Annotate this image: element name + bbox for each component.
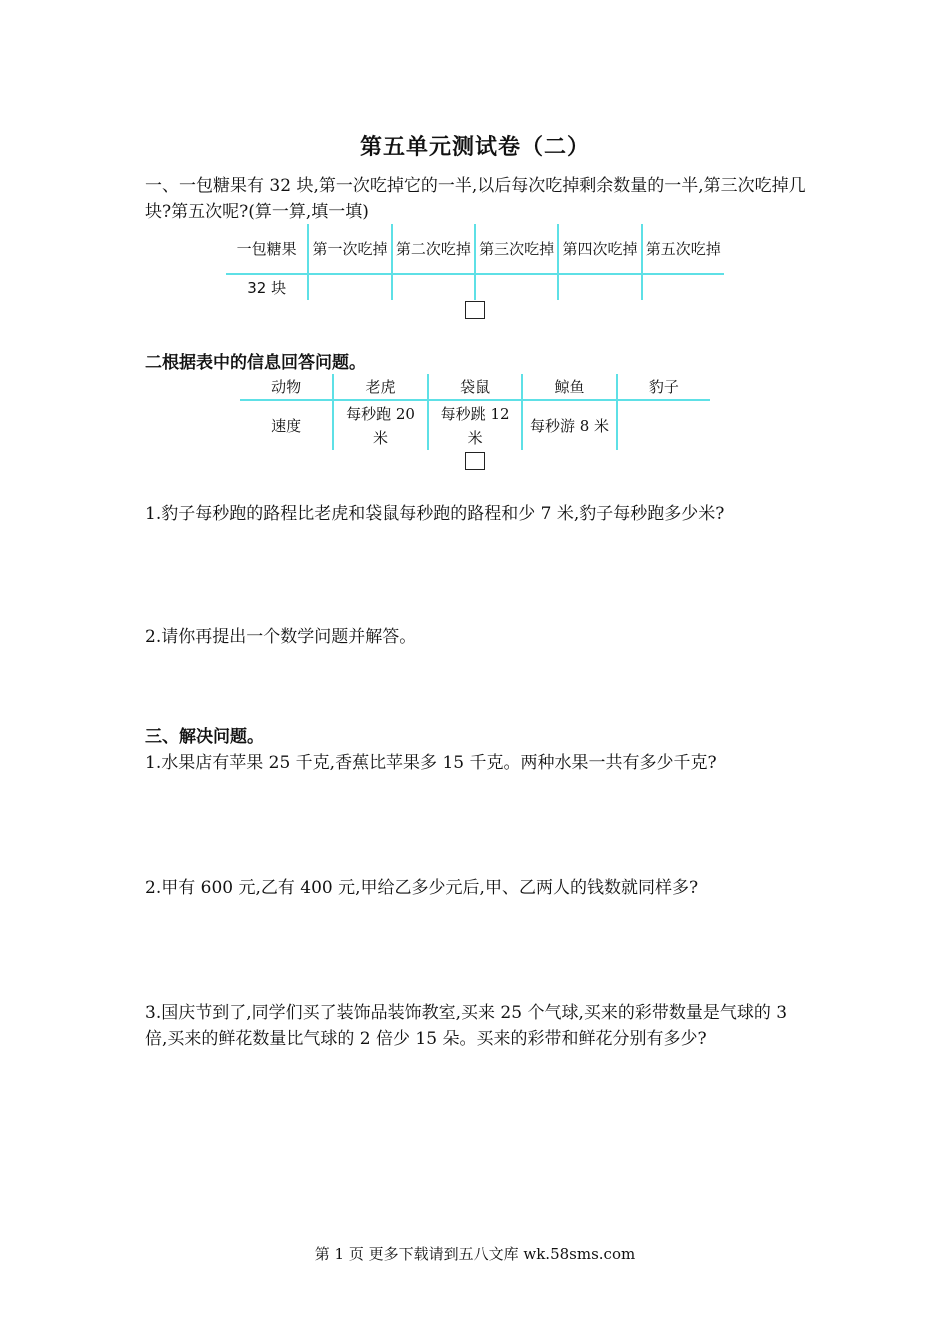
animal-cell: 每秒游 8 米 [522, 400, 616, 450]
page-title: 第五单元测试卷（二） [359, 134, 590, 160]
page-footer: 第 1 页 更多下载请到五八文库 wk.58sms.com [314, 1245, 636, 1263]
animal-header-cell: 袋鼠 [428, 374, 523, 400]
animal-cell: 每秒跑 20 米 [333, 400, 428, 450]
animal-header-cell: 老虎 [333, 374, 428, 400]
section3-question-2: 2.甲有 600 元,乙有 400 元,甲给乙多少元后,甲、乙两人的钱数就同样多? [145, 878, 699, 898]
section2-question-2: 2.请你再提出一个数学问题并解答。 [145, 627, 417, 647]
candy-cell-blank[interactable] [558, 274, 641, 300]
candy-header-cell: 第五次吃掉 [642, 224, 724, 274]
section3-heading: 三、解决问题。 [145, 727, 264, 747]
animal-cell: 每秒跳 12 米 [428, 400, 523, 450]
candy-cell-blank[interactable] [308, 274, 391, 300]
section3-question-1: 1.水果店有苹果 25 千克,香蕉比苹果多 15 千克。两种水果一共有多少千克? [145, 753, 717, 773]
candy-cell-blank[interactable] [642, 274, 724, 300]
animal-header-cell: 豹子 [617, 374, 710, 400]
section3-question-3: 3.国庆节到了,同学们买了装饰品装饰教室,买来 25 个气球,买来的彩带数量是气球的 3 倍,买来的鲜花数量比气球的 2 倍少 15 朵。买来的彩带和鲜花分别有多少? [145, 1003, 788, 1049]
candy-cell-blank[interactable] [475, 274, 558, 300]
candy-cell-total: 32 块 [226, 274, 308, 300]
section1-question: 一、一包糖果有 32 块,第一次吃掉它的一半,以后每次吃掉剩余数量的一半,第三次吃掉几块?第五次呢?(算一算,填一填) [145, 176, 806, 222]
section2-question-1: 1.豹子每秒跑的路程比老虎和袋鼠每秒跑的路程和少 7 米,豹子每秒跑多少米? [145, 504, 725, 524]
animal-cell-blank[interactable] [617, 400, 710, 450]
candy-table [226, 224, 724, 300]
section2-heading: 二根据表中的信息回答问题。 [145, 353, 366, 373]
table-anchor-box [465, 452, 485, 470]
candy-header-cell: 第二次吃掉 [392, 224, 475, 274]
candy-cell-blank[interactable] [392, 274, 475, 300]
animal-speed-table [240, 374, 710, 450]
candy-header-cell: 第一次吃掉 [308, 224, 391, 274]
candy-header-cell: 第四次吃掉 [558, 224, 641, 274]
animal-header-cell: 动物 [240, 374, 333, 400]
candy-header-cell: 一包糖果 [226, 224, 308, 274]
candy-header-cell: 第三次吃掉 [475, 224, 558, 274]
animal-header-cell: 鲸鱼 [522, 374, 616, 400]
table-anchor-box [465, 301, 485, 319]
animal-cell: 速度 [240, 400, 333, 450]
